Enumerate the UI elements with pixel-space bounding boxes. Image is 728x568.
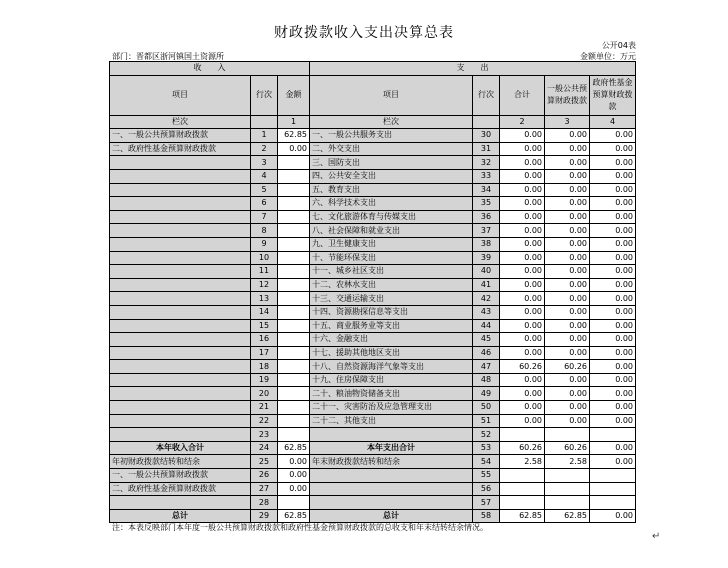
right-item-cell: 本年支出合计 (310, 441, 473, 455)
fund-cell: 0.00 (590, 156, 636, 170)
total-cell (500, 469, 545, 483)
general-cell: 0.00 (545, 319, 590, 333)
right-rowno-cell: 47 (473, 360, 500, 374)
left-amount-cell: 62.85 (278, 129, 310, 143)
unit-label: 金额单位：万元 (580, 52, 636, 61)
left-amount-cell: 0.00 (278, 142, 310, 156)
right-item-cell (310, 482, 473, 496)
fund-cell: 0.00 (590, 197, 636, 211)
general-cell: 0.00 (545, 346, 590, 360)
table-row (110, 373, 636, 387)
right-item-cell: 八、社会保障和就业支出 (310, 224, 473, 238)
left-amount-cell (278, 292, 310, 306)
left-item-cell: 本年收入合计 (110, 441, 251, 455)
fund-cell: 0.00 (590, 333, 636, 347)
total-cell: 0.00 (500, 333, 545, 347)
left-rowno-cell: 11 (251, 265, 278, 279)
left-amount-cell (278, 224, 310, 238)
left-item-cell (110, 401, 251, 415)
right-rowno-cell: 45 (473, 333, 500, 347)
total-cell: 0.00 (500, 197, 545, 211)
left-rowno-cell: 24 (251, 441, 278, 455)
lanci2-label: 栏次 (310, 115, 473, 129)
left-amount-cell (278, 156, 310, 170)
table-row (110, 305, 636, 319)
amount-header: 金额 (278, 75, 310, 115)
department-label: 部门：晋都区浙河镇国土资源所 (112, 52, 224, 61)
right-item-cell (310, 469, 473, 483)
table-row (110, 414, 636, 428)
right-item-cell: 七、文化旅游体育与传媒支出 (310, 210, 473, 224)
total-cell: 0.00 (500, 319, 545, 333)
left-item-cell: 年初财政拨款结转和结余 (110, 455, 251, 469)
general-cell: 0.00 (545, 251, 590, 265)
general-cell: 0.00 (545, 183, 590, 197)
left-item-cell (110, 224, 251, 238)
table-row (110, 428, 636, 442)
right-item-cell: 总计 (310, 509, 473, 523)
left-amount-cell: 62.85 (278, 441, 310, 455)
expense-header: 支 出 (310, 62, 636, 76)
left-item-cell: 二、政府性基金预算财政拨款 (110, 482, 251, 496)
general-cell: 0.00 (545, 387, 590, 401)
col2-label: 2 (500, 115, 545, 129)
left-amount-cell (278, 265, 310, 279)
general-cell: 0.00 (545, 414, 590, 428)
rowno2-header: 行次 (473, 75, 500, 115)
right-rowno-cell: 55 (473, 469, 500, 483)
left-item-cell (110, 292, 251, 306)
right-item-cell: 年末财政拨款结转和结余 (310, 455, 473, 469)
left-amount-cell (278, 237, 310, 251)
left-item-cell: 一、一般公共预算财政拨款 (110, 129, 251, 143)
fund-cell: 0.00 (590, 401, 636, 415)
fund-cell: 0.00 (590, 292, 636, 306)
left-rowno-cell: 16 (251, 333, 278, 347)
left-amount-cell: 0.00 (278, 455, 310, 469)
general-cell: 0.00 (545, 278, 590, 292)
general-cell: 0.00 (545, 169, 590, 183)
left-rowno-cell: 5 (251, 183, 278, 197)
left-rowno-cell: 7 (251, 210, 278, 224)
fund-header: 政府性基金预算财政拨款 (590, 75, 636, 115)
left-rowno-cell: 21 (251, 401, 278, 415)
total-header: 合计 (500, 75, 545, 115)
left-item-cell (110, 414, 251, 428)
general-cell: 0.00 (545, 265, 590, 279)
left-item-cell (110, 183, 251, 197)
left-item-cell (110, 346, 251, 360)
general-cell: 60.26 (545, 441, 590, 455)
right-item-cell: 三、国防支出 (310, 156, 473, 170)
right-rowno-cell: 30 (473, 129, 500, 143)
left-rowno-cell: 26 (251, 469, 278, 483)
left-item-cell (110, 319, 251, 333)
table-row (110, 237, 636, 251)
left-rowno-cell: 28 (251, 496, 278, 510)
table-row (110, 401, 636, 415)
header-row-1 (110, 62, 636, 76)
general-cell: 2.58 (545, 455, 590, 469)
table-row (110, 482, 636, 496)
right-item-cell: 二十、粮油物资储备支出 (310, 387, 473, 401)
table-row (110, 169, 636, 183)
left-amount-cell (278, 319, 310, 333)
general-cell: 0.00 (545, 237, 590, 251)
right-item-cell: 九、卫生健康支出 (310, 237, 473, 251)
total-cell: 0.00 (500, 251, 545, 265)
general-cell: 0.00 (545, 373, 590, 387)
table-row (110, 509, 636, 523)
paragraph-mark-icon: ↵ (652, 531, 661, 542)
left-rowno-cell: 14 (251, 305, 278, 319)
table-row (110, 183, 636, 197)
right-rowno-cell: 35 (473, 197, 500, 211)
left-item-cell (110, 265, 251, 279)
total-cell: 0.00 (500, 346, 545, 360)
right-item-cell: 十八、自然资源海洋气象等支出 (310, 360, 473, 374)
item-header: 项目 (110, 75, 251, 115)
fund-cell: 0.00 (590, 183, 636, 197)
left-rowno-cell: 10 (251, 251, 278, 265)
fund-cell: 0.00 (590, 210, 636, 224)
fund-cell: 0.00 (590, 129, 636, 143)
fund-cell: 0.00 (590, 346, 636, 360)
left-rowno-cell: 15 (251, 319, 278, 333)
right-item-cell: 十一、城乡社区支出 (310, 265, 473, 279)
table-row (110, 156, 636, 170)
total-cell: 0.00 (500, 210, 545, 224)
left-item-cell (110, 210, 251, 224)
budget-table (109, 61, 636, 523)
left-item-cell (110, 496, 251, 510)
form-number: 公开04表 (601, 41, 636, 50)
left-rowno-cell: 18 (251, 360, 278, 374)
right-rowno-cell: 40 (473, 265, 500, 279)
table-row (110, 333, 636, 347)
header-row-2 (110, 75, 636, 115)
right-item-cell: 十二、农林水支出 (310, 278, 473, 292)
right-item-cell (310, 428, 473, 442)
left-item-cell (110, 387, 251, 401)
table-row (110, 455, 636, 469)
fund-cell: 0.00 (590, 509, 636, 523)
table-row (110, 278, 636, 292)
left-amount-cell: 0.00 (278, 482, 310, 496)
total-cell (500, 496, 545, 510)
table-row (110, 346, 636, 360)
right-rowno-cell: 58 (473, 509, 500, 523)
left-item-cell (110, 428, 251, 442)
left-amount-cell (278, 401, 310, 415)
left-rowno-cell: 17 (251, 346, 278, 360)
left-amount-cell (278, 428, 310, 442)
general-cell: 0.00 (545, 142, 590, 156)
left-amount-cell (278, 210, 310, 224)
rowno-header: 行次 (251, 75, 278, 115)
general-cell: 0.00 (545, 401, 590, 415)
right-rowno-cell: 42 (473, 292, 500, 306)
right-rowno-cell: 50 (473, 401, 500, 415)
left-amount-cell (278, 251, 310, 265)
right-item-cell: 十四、资源勘探信息等支出 (310, 305, 473, 319)
left-rowno-cell: 9 (251, 237, 278, 251)
left-item-cell: 总计 (110, 509, 251, 523)
total-cell: 0.00 (500, 224, 545, 238)
total-cell: 0.00 (500, 237, 545, 251)
left-amount-cell (278, 305, 310, 319)
fund-cell: 0.00 (590, 305, 636, 319)
left-rowno-cell: 2 (251, 142, 278, 156)
general-cell: 0.00 (545, 156, 590, 170)
page-title: 财政拨款收入支出决算总表 (274, 25, 454, 41)
fund-cell: 0.00 (590, 224, 636, 238)
fund-cell: 0.00 (590, 142, 636, 156)
table-row (110, 251, 636, 265)
general-cell: 60.26 (545, 360, 590, 374)
left-amount-cell (278, 414, 310, 428)
fund-cell: 0.00 (590, 278, 636, 292)
general-cell: 0.00 (545, 129, 590, 143)
fund-cell (590, 428, 636, 442)
general-cell (545, 482, 590, 496)
left-rowno-cell: 3 (251, 156, 278, 170)
income-header: 收 入 (110, 62, 310, 76)
left-amount-cell: 62.85 (278, 509, 310, 523)
general-cell: 0.00 (545, 210, 590, 224)
total-cell (500, 428, 545, 442)
right-item-cell: 二、外交支出 (310, 142, 473, 156)
table-row (110, 441, 636, 455)
right-item-cell: 五、教育支出 (310, 183, 473, 197)
left-rowno-cell: 20 (251, 387, 278, 401)
left-amount-cell: 0.00 (278, 469, 310, 483)
left-rowno-cell: 6 (251, 197, 278, 211)
left-item-cell (110, 169, 251, 183)
right-rowno-cell: 34 (473, 183, 500, 197)
lanci-label: 栏次 (110, 115, 251, 129)
left-rowno-cell: 22 (251, 414, 278, 428)
right-item-cell: 十六、金融支出 (310, 333, 473, 347)
general-cell: 0.00 (545, 333, 590, 347)
left-rowno-cell: 25 (251, 455, 278, 469)
table-row (110, 142, 636, 156)
right-rowno-cell: 36 (473, 210, 500, 224)
left-rowno-cell: 13 (251, 292, 278, 306)
table-row (110, 319, 636, 333)
left-amount-cell (278, 333, 310, 347)
col4-label: 4 (590, 115, 636, 129)
right-rowno-cell: 54 (473, 455, 500, 469)
left-rowno-cell: 19 (251, 373, 278, 387)
table-row (110, 360, 636, 374)
general-cell (545, 496, 590, 510)
fund-cell: 0.00 (590, 360, 636, 374)
left-rowno-cell: 8 (251, 224, 278, 238)
left-rowno-cell: 29 (251, 509, 278, 523)
right-rowno-cell: 33 (473, 169, 500, 183)
right-item-cell: 四、公共安全支出 (310, 169, 473, 183)
fund-cell: 0.00 (590, 265, 636, 279)
total-cell: 0.00 (500, 129, 545, 143)
table-row (110, 292, 636, 306)
left-amount-cell (278, 183, 310, 197)
col3-label: 3 (545, 115, 590, 129)
total-cell: 0.00 (500, 292, 545, 306)
table-row (110, 469, 636, 483)
right-rowno-cell: 38 (473, 237, 500, 251)
left-item-cell (110, 278, 251, 292)
right-item-cell: 六、科学技术支出 (310, 197, 473, 211)
left-item-cell (110, 251, 251, 265)
left-amount-cell (278, 387, 310, 401)
total-cell: 2.58 (500, 455, 545, 469)
table-row (110, 387, 636, 401)
right-item-cell: 十九、住房保障支出 (310, 373, 473, 387)
left-amount-cell (278, 278, 310, 292)
left-item-cell (110, 237, 251, 251)
right-rowno-cell: 46 (473, 346, 500, 360)
fund-cell: 0.00 (590, 169, 636, 183)
right-item-cell: 十五、商业服务业等支出 (310, 319, 473, 333)
general-cell: 62.85 (545, 509, 590, 523)
fund-cell: 0.00 (590, 387, 636, 401)
right-rowno-cell: 57 (473, 496, 500, 510)
table-row (110, 129, 636, 143)
table-row (110, 210, 636, 224)
right-rowno-cell: 44 (473, 319, 500, 333)
left-rowno-cell: 23 (251, 428, 278, 442)
right-rowno-cell: 48 (473, 373, 500, 387)
fund-cell: 0.00 (590, 319, 636, 333)
general-cell: 0.00 (545, 292, 590, 306)
right-rowno-cell: 53 (473, 441, 500, 455)
general-cell: 0.00 (545, 305, 590, 319)
right-rowno-cell: 56 (473, 482, 500, 496)
left-amount-cell (278, 496, 310, 510)
table-row (110, 197, 636, 211)
right-rowno-cell: 43 (473, 305, 500, 319)
right-rowno-cell: 31 (473, 142, 500, 156)
total-cell: 0.00 (500, 401, 545, 415)
fund-cell: 0.00 (590, 455, 636, 469)
right-item-cell: 二十二、其他支出 (310, 414, 473, 428)
col1-label: 1 (278, 115, 310, 129)
left-item-cell: 一、一般公共预算财政拨款 (110, 469, 251, 483)
right-rowno-cell: 41 (473, 278, 500, 292)
total-cell: 0.00 (500, 156, 545, 170)
total-cell: 60.26 (500, 441, 545, 455)
left-rowno-cell: 4 (251, 169, 278, 183)
right-item-cell: 一、一般公共服务支出 (310, 129, 473, 143)
left-item-cell (110, 305, 251, 319)
right-rowno-cell: 32 (473, 156, 500, 170)
fund-cell (590, 482, 636, 496)
left-item-cell (110, 197, 251, 211)
total-cell: 60.26 (500, 360, 545, 374)
left-rowno-cell: 1 (251, 129, 278, 143)
right-rowno-cell: 52 (473, 428, 500, 442)
general-cell: 0.00 (545, 224, 590, 238)
left-amount-cell (278, 169, 310, 183)
right-rowno-cell: 51 (473, 414, 500, 428)
left-amount-cell (278, 346, 310, 360)
total-cell: 0.00 (500, 387, 545, 401)
fund-cell: 0.00 (590, 373, 636, 387)
general-header: 一般公共预算财政拨款 (545, 75, 590, 115)
general-cell: 0.00 (545, 197, 590, 211)
left-amount-cell (278, 197, 310, 211)
right-item-cell: 十七、援助其他地区支出 (310, 346, 473, 360)
table-row (110, 265, 636, 279)
total-cell: 0.00 (500, 265, 545, 279)
total-cell: 0.00 (500, 169, 545, 183)
header-row-3 (110, 115, 636, 129)
fund-cell: 0.00 (590, 414, 636, 428)
general-cell (545, 469, 590, 483)
right-item-cell: 十三、交通运输支出 (310, 292, 473, 306)
right-item-cell: 十、节能环保支出 (310, 251, 473, 265)
right-rowno-cell: 49 (473, 387, 500, 401)
general-cell (545, 428, 590, 442)
right-item-cell (310, 496, 473, 510)
table-row (110, 224, 636, 238)
left-item-cell (110, 360, 251, 374)
total-cell: 0.00 (500, 414, 545, 428)
left-item-cell (110, 373, 251, 387)
total-cell: 0.00 (500, 373, 545, 387)
fund-cell: 0.00 (590, 237, 636, 251)
left-amount-cell (278, 360, 310, 374)
total-cell (500, 482, 545, 496)
right-item-cell: 二十一、灾害防治及应急管理支出 (310, 401, 473, 415)
footnote: 注：本表反映部门本年度一般公共预算财政拨款和政府性基金预算财政拨款的总收支和年末结转结余情况。 (112, 523, 488, 532)
fund-cell: 0.00 (590, 441, 636, 455)
total-cell: 0.00 (500, 183, 545, 197)
left-item-cell: 二、政府性基金预算财政拨款 (110, 142, 251, 156)
total-cell: 62.85 (500, 509, 545, 523)
table-row (110, 496, 636, 510)
right-rowno-cell: 39 (473, 251, 500, 265)
fund-cell (590, 469, 636, 483)
right-rowno-cell: 37 (473, 224, 500, 238)
item2-header: 项目 (310, 75, 473, 115)
left-item-cell (110, 156, 251, 170)
total-cell: 0.00 (500, 142, 545, 156)
fund-cell: 0.00 (590, 251, 636, 265)
left-rowno-cell: 12 (251, 278, 278, 292)
left-rowno-cell: 27 (251, 482, 278, 496)
fund-cell (590, 496, 636, 510)
left-amount-cell (278, 373, 310, 387)
total-cell: 0.00 (500, 278, 545, 292)
left-item-cell (110, 333, 251, 347)
total-cell: 0.00 (500, 305, 545, 319)
